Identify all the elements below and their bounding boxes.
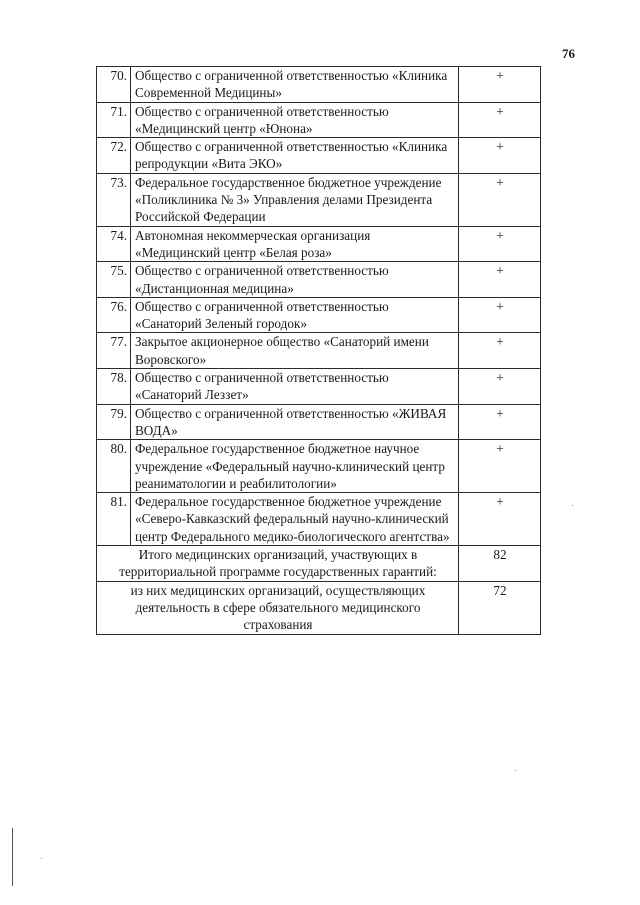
row-number: 78.: [97, 369, 131, 405]
table-row: [97, 67, 541, 103]
organization-name: Общество с ограниченной ответственностью «Санаторий Зеленый городок»: [131, 297, 459, 333]
participation-mark: +: [459, 226, 541, 262]
participation-mark: +: [459, 404, 541, 440]
table-row: [97, 440, 541, 493]
organization-name: Федеральное государственное бюджетное учреждение «Поликлиника № 3» Управления делами Президента Российской Федерации: [131, 173, 459, 226]
participation-mark: +: [459, 173, 541, 226]
participation-mark: +: [459, 369, 541, 405]
row-number: 70.: [97, 67, 131, 103]
participation-mark: +: [459, 67, 541, 103]
oms-total-label: из них медицинских организаций, осуществляющих деятельность в сфере обязательного медицинского страхования: [97, 581, 459, 634]
row-number: 71.: [97, 102, 131, 138]
scan-speck: [41, 858, 42, 859]
organization-name: Общество с ограниченной ответственностью «Клиника репродукции «Вита ЭКО»: [131, 138, 459, 174]
table-row: [97, 226, 541, 262]
row-number: 73.: [97, 173, 131, 226]
participation-mark: +: [459, 333, 541, 369]
row-number: 76.: [97, 297, 131, 333]
organization-name: Общество с ограниченной ответственностью «Медицинский центр «Юнона»: [131, 102, 459, 138]
table-row: [97, 173, 541, 226]
scan-speck: [515, 770, 516, 771]
participation-mark: +: [459, 262, 541, 298]
row-number: 77.: [97, 333, 131, 369]
organization-name: Общество с ограниченной ответственностью «Санаторий Леззет»: [131, 369, 459, 405]
table-row: [97, 138, 541, 174]
participation-mark: +: [459, 102, 541, 138]
row-number: 72.: [97, 138, 131, 174]
row-number: 79.: [97, 404, 131, 440]
organization-name: Закрытое акционерное общество «Санаторий имени Воровского»: [131, 333, 459, 369]
participation-mark: +: [459, 440, 541, 493]
page-number: 76: [562, 46, 575, 61]
table-row: [97, 102, 541, 138]
table-row: [97, 262, 541, 298]
row-number: 80.: [97, 440, 131, 493]
oms-total-value: 72: [459, 581, 541, 634]
scan-margin-line: [12, 828, 13, 886]
row-number: 75.: [97, 262, 131, 298]
total-value: 82: [459, 546, 541, 582]
oms-total-row: [97, 581, 541, 634]
table-row: [97, 493, 541, 546]
total-row: [97, 546, 541, 582]
organization-name: Федеральное государственное бюджетное учреждение «Северо-Кавказский федеральный научно-клинический центр Федерального медико-биологического агентства»: [131, 493, 459, 546]
organization-name: Общество с ограниченной ответственностью «Клиника Современной Медицины»: [131, 67, 459, 103]
table-row: [97, 369, 541, 405]
organizations-table-body: [97, 67, 541, 635]
table-row: [97, 297, 541, 333]
table-row: [97, 404, 541, 440]
organization-name: Федеральное государственное бюджетное научное учреждение «Федеральный научно-клинический центр реаниматологии и реабилитологии»: [131, 440, 459, 493]
row-number: 81.: [97, 493, 131, 546]
organization-name: Общество с ограниченной ответственностью «Дистанционная медицина»: [131, 262, 459, 298]
organizations-table: [96, 66, 541, 635]
row-number: 74.: [97, 226, 131, 262]
scan-speck: [572, 505, 573, 506]
total-label: Итого медицинских организаций, участвующих в территориальной программе государственных гарантий:: [97, 546, 459, 582]
organization-name: Общество с ограниченной ответственностью «ЖИВАЯ ВОДА»: [131, 404, 459, 440]
participation-mark: +: [459, 493, 541, 546]
table-row: [97, 333, 541, 369]
participation-mark: +: [459, 297, 541, 333]
organization-name: Автономная некоммерческая организация «Медицинский центр «Белая роза»: [131, 226, 459, 262]
participation-mark: +: [459, 138, 541, 174]
